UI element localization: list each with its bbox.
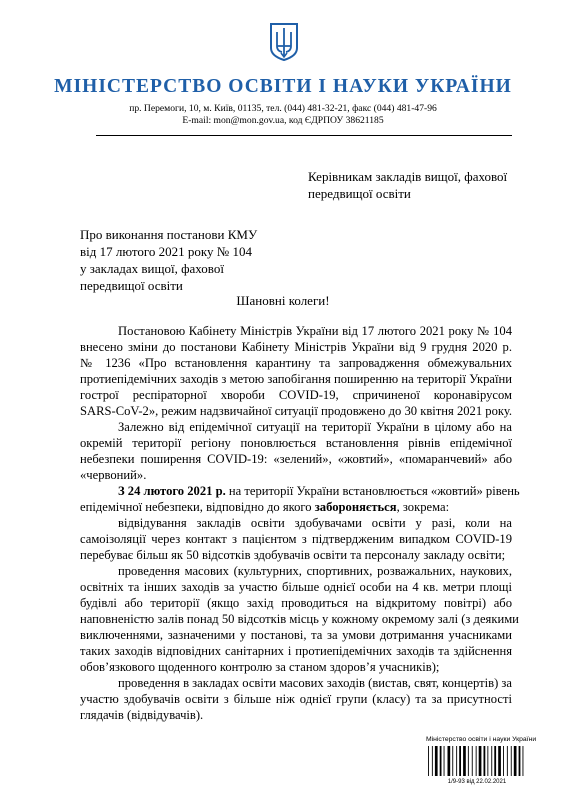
body-line: відвідування закладів освіти здобувачами освіти у разі, коли на	[118, 516, 512, 530]
body-line: обов’язкового щоденного контролю за станом здоров’я учасників);	[80, 660, 440, 674]
body-line: SARS-CoV-2», режим надзвичайної ситуації продовжено до 30 квітня 2021 року.	[80, 404, 512, 418]
greeting: Шановні колеги!	[236, 293, 330, 308]
body-line: гострої респіраторної хвороби COVID-19, спричиненої коронавірусом	[80, 388, 512, 402]
body-line: внесено зміни до постанови Кабінету Міністрів України від 9 грудня 2020 р.	[80, 340, 512, 354]
body-line: участю здобувачів освіти з більше ніж однієї групи (класу) та за присутності	[80, 692, 512, 706]
body-line: виключеннями, зазначеними у постанові, та за умови дотримання учасниками	[80, 628, 512, 642]
addressee-line: Керівникам закладів вищої, фахової	[308, 169, 508, 184]
ministry-name: МІНІСТЕРСТВО ОСВІТИ І НАУКИ УКРАЇНИ	[54, 76, 512, 97]
coat-of-arms-icon	[269, 22, 299, 62]
subject-line: у закладах вищої, фахової	[80, 261, 224, 276]
body-line: таких заходів відповідних санітарних і протиепідемічних заходів та здійснення	[80, 644, 512, 658]
header-divider	[96, 135, 512, 136]
body-line: проведення масових (культурних, спортивних, розважальних, наукових,	[118, 564, 512, 578]
subject-line: Про виконання постанови КМУ	[80, 227, 258, 242]
body-line: «червоний».	[80, 468, 147, 482]
body-line: глядачів (відвідувачів).	[80, 708, 204, 722]
subject-line: від 17 лютого 2021 року № 104	[80, 244, 252, 259]
body-line: Залежно від епідемічної ситуації на території України в цілому або на	[118, 420, 512, 434]
body-line: перебуває більш як 50 відсотків здобувачів освіти та персоналу закладу освіти;	[80, 548, 506, 562]
addressee-block	[308, 168, 528, 202]
body-line: З 24 лютого 2021 р. на території України встановлюється «жовтий» рівень	[118, 484, 520, 498]
body-line: проведення в закладах освіти масових заходів (вистав, свят, концертів) за	[118, 676, 512, 690]
addressee-line: передвищої освіти	[308, 186, 411, 201]
body-line: Постановою Кабінету Міністрів України від 17 лютого 2021 року № 104	[118, 324, 512, 338]
body-line: окремій території регіону поновлюється встановлення рівнів епідемічної	[80, 436, 512, 450]
body-line: освітніх та інших заходів за участю більше однієї особи на 4 кв. метри площі	[80, 580, 512, 594]
subject-line: передвищої освіти	[80, 278, 183, 293]
subject-block	[80, 226, 257, 294]
body-line: епідемічної небезпеки, відповідно до якого забороняється, зокрема:	[80, 500, 450, 514]
forbidden-keyword: забороняється	[314, 500, 397, 514]
effective-date: З 24 лютого 2021 р.	[118, 484, 226, 498]
body-line: будівлі або території (якщо захід проводиться на відкритому повітрі) або	[80, 596, 512, 610]
ministry-email: E-mail: mon@mon.gov.ua, код ЄДРПОУ 38621185	[182, 115, 384, 126]
ministry-address: пр. Перемоги, 10, м. Київ, 01135, тел. (044) 481-32-21, факс (044) 481-47-96	[129, 103, 437, 114]
body-line: самоізоляції через контакт з пацієнтом з підтвердженим випадком COVID-19	[80, 532, 512, 546]
body-line: протиепідемічних заходів з метою запобігання поширенню на території України	[80, 372, 512, 386]
body-line: № 1236 «Про встановлення карантину та запровадження обмежувальних	[80, 356, 512, 370]
stamp-title: Міністерство освіти і науки України	[426, 736, 537, 743]
body-line: наповненістю залів понад 50 відсотків місць у кожному окремому залі (з деякими	[80, 612, 519, 626]
body-line: небезпеки поширення COVID-19: «зелений», «жовтий», «помаранчевий» або	[80, 452, 512, 466]
registration-number: 1/9-93 від 22.02.2021	[447, 779, 507, 785]
